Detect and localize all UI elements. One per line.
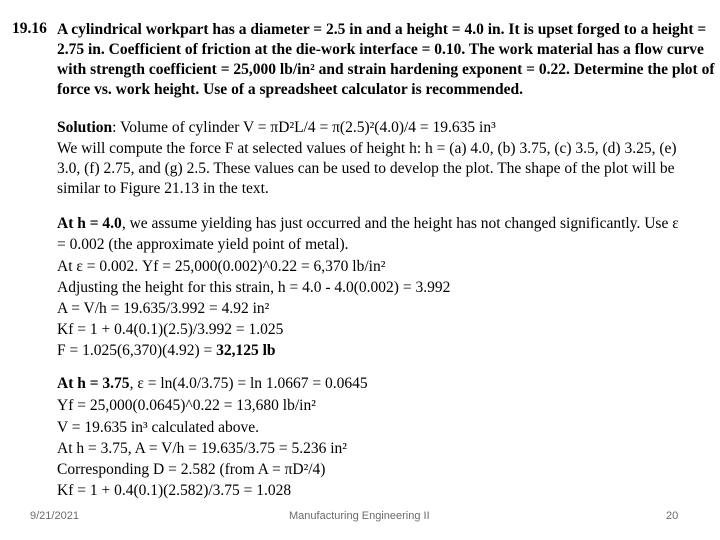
step-a-line-2: At ε = 0.002. Yf = 25,000(0.002)^0.22 = 6,370 lb/in² <box>57 258 386 275</box>
solution-line-2: 3.0, (f) 2.75, and (g) 2.5. These values can be used to develop the plot. The shape of the plot will be <box>57 160 675 177</box>
step-b-line-1: Yf = 25,000(0.0645)^0.22 = 13,680 lb/in² <box>57 397 316 414</box>
step-b-line-4: Corresponding D = 2.582 (from A = πD²/4) <box>57 461 326 478</box>
footer-page-number: 20 <box>666 510 679 522</box>
step-a-force-result: 32,125 lb <box>216 342 276 359</box>
step-a-force-line <box>57 341 276 360</box>
solution-intro-line <box>57 118 496 137</box>
solution-line-1: We will compute the force F at selected values of height h: h = (a) 4.0, (b) 3.75, (c) 3.5, (d) 3.25, (e) <box>57 140 677 157</box>
step-b-line-2: V = 19.635 in³ calculated above. <box>57 419 260 436</box>
step-b-lead-rest: , ε = ln(4.0/3.75) = ln 1.0667 = 0.0645 <box>129 375 368 392</box>
problem-number: 19.16 <box>12 20 47 37</box>
footer-date: 9/21/2021 <box>30 510 79 522</box>
problem-line-3: with strength coefficient = 25,000 lb/in² and strain hardening exponent = 0.22. Determine the plot of <box>57 61 715 78</box>
problem-line-4: force vs. work height. Use of a spreadsheet calculator is recommended. <box>57 81 523 98</box>
step-a-line-1: = 0.002 (the approximate yield point of metal). <box>57 236 349 253</box>
step-a-line-3: Adjusting the height for this strain, h = 4.0 - 4.0(0.002) = 3.992 <box>57 279 451 296</box>
step-b-line-3: At h = 3.75, A = V/h = 19.635/3.75 = 5.236 in² <box>57 440 347 457</box>
footer-course: Manufacturing Engineering II <box>289 510 430 522</box>
solution-line-3: similar to Figure 21.13 in the text. <box>57 180 269 197</box>
step-b-lead-line <box>57 374 368 393</box>
step-a-force-expr: F = 1.025(6,370)(4.92) = <box>57 342 217 359</box>
problem-line-1: A cylindrical workpart has a diameter = 2.5 in and a height = 4.0 in. It is upset forged to a height = <box>57 21 707 38</box>
step-a-line-4: A = V/h = 19.635/3.992 = 4.92 in² <box>57 300 270 317</box>
step-a-lead-rest: , we assume yielding has just occurred and the height has not changed significantly. Use ε <box>121 215 679 232</box>
step-a-line-5: Kf = 1 + 0.4(0.1)(2.5)/3.992 = 1.025 <box>57 321 284 338</box>
step-a-lead: At h = 4.0 <box>57 215 122 232</box>
step-b-line-5: Kf = 1 + 0.4(0.1)(2.582)/3.75 = 1.028 <box>57 482 292 499</box>
step-a-lead-line <box>57 214 679 233</box>
solution-intro: : Volume of cylinder V = πD²L/4 = π(2.5)²(4.0)/4 = 19.635 in³ <box>112 119 496 136</box>
solution-label: Solution <box>57 119 113 136</box>
step-b-lead: At h = 3.75 <box>57 375 130 392</box>
problem-line-2: 2.75 in. Coefficient of friction at the die-work interface = 0.10. The work material has a flow curve <box>57 41 704 58</box>
